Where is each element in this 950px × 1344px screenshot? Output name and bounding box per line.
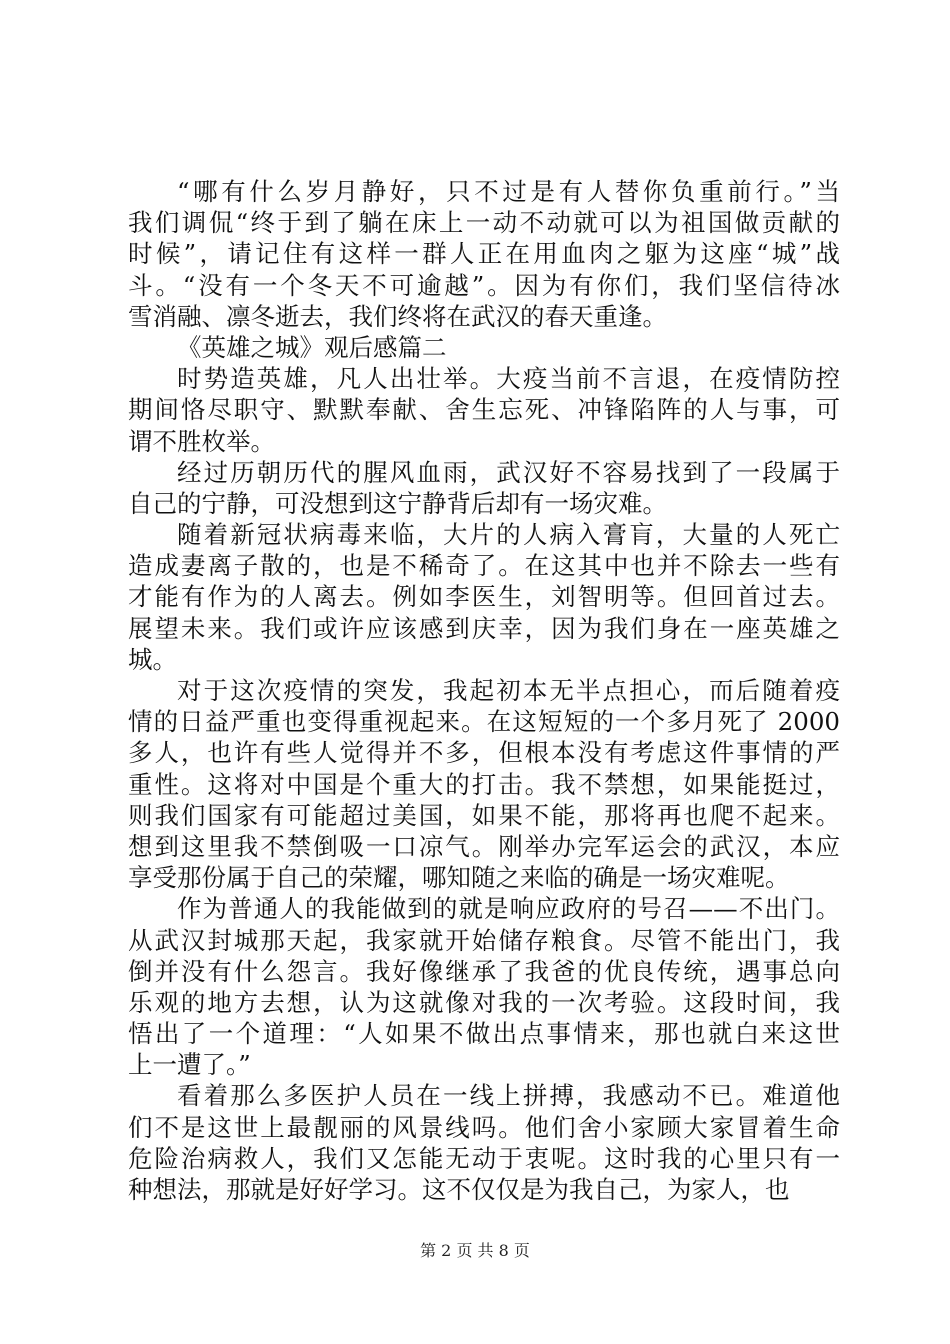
text-line: 随着新冠状病毒来临，大片的人病入膏肓，大量的人死亡 bbox=[177, 520, 840, 550]
text-line: 时势造英雄，凡人出壮举。大疫当前不言退，在疫情防控 bbox=[177, 364, 840, 394]
paragraph bbox=[128, 519, 840, 675]
text-line: 上一遭了。” bbox=[128, 1050, 251, 1080]
text-line: 展望未来。我们或许应该感到庆幸，因为我们身在一座英雄之 bbox=[128, 613, 840, 643]
paragraph bbox=[128, 893, 840, 1080]
paragraph bbox=[128, 176, 840, 332]
paragraph bbox=[128, 1080, 840, 1205]
text-line: 《英雄之城》观后感篇二 bbox=[177, 332, 447, 362]
text-line: 多人，也许有些人觉得并不多，但根本没有考虑这件事情的严 bbox=[128, 738, 840, 768]
text-line: 时候”，请记住有这样一群人正在用血肉之躯为这座“城”战 bbox=[128, 239, 840, 269]
text-line: 雪消融、凛冬逝去，我们终将在武汉的春天重逢。 bbox=[128, 301, 667, 331]
text-line: 享受那份属于自己的荣耀，哪知随之来临的确是一场灾难呢。 bbox=[128, 863, 790, 893]
text-line: 重性。这将对中国是个重大的打击。我不禁想，如果能挺过， bbox=[128, 769, 840, 799]
text-line: 乐观的地方去想，认为这就像对我的一次考验。这段时间，我 bbox=[128, 987, 840, 1017]
text-line: 从武汉封城那天起，我家就开始储存粮食。尽管不能出门，我 bbox=[128, 925, 840, 955]
text-line: 我们调侃“终于到了躺在床上一动不动就可以为祖国做贡献的 bbox=[128, 208, 840, 238]
paragraph bbox=[128, 457, 840, 519]
text-line: 情的日益严重也变得重视起来。在这短短的一个多月死了 2000 bbox=[128, 707, 840, 737]
page-footer: 第 2 页 共 8 页 bbox=[420, 1241, 530, 1260]
text-line: 看着那么多医护人员在一线上拼搏，我感动不已。难道他 bbox=[177, 1081, 840, 1111]
text-line: 造成妻离子散的，也是不稀奇了。在这其中也并不除去一些有 bbox=[128, 551, 840, 581]
text-line: 对于这次疫情的突发，我起初本无半点担心，而后随着疫 bbox=[177, 676, 840, 705]
text-line: 斗。“没有一个冬天不可逾越”。因为有你们，我们坚信待冰 bbox=[128, 270, 840, 300]
text-line: 谓不胜枚举。 bbox=[128, 426, 275, 456]
text-line: 才能有作为的人离去。例如李医生，刘智明等。但回首过去。 bbox=[128, 582, 840, 612]
text-line: 经过历朝历代的腥风血雨，武汉好不容易找到了一段属于 bbox=[177, 457, 840, 487]
text-line: 作为普通人的我能做到的就是响应政府的号召——不出门。 bbox=[177, 894, 840, 924]
text-line: “哪有什么岁月静好，只不过是有人替你负重前行。”当 bbox=[177, 177, 840, 206]
text-line: 倒并没有什么怨言。我好像继承了我爸的优良传统，遇事总向 bbox=[128, 956, 840, 986]
paragraph bbox=[128, 675, 840, 893]
text-line: 危险治病救人，我们又怎能无动于衷呢。这时我的心里只有一 bbox=[128, 1143, 840, 1173]
paragraph bbox=[128, 363, 840, 457]
text-line: 自己的宁静，可没想到这宁静背后却有一场灾难。 bbox=[128, 488, 667, 518]
document-body bbox=[128, 176, 840, 1205]
text-line: 城。 bbox=[128, 644, 177, 674]
text-line: 悟出了一个道理：“人如果不做出点事情来，那也就白来这世 bbox=[128, 1019, 840, 1049]
paragraph bbox=[128, 332, 840, 363]
text-line: 想到这里我不禁倒吸一口凉气。刚举办完军运会的武汉，本应 bbox=[128, 831, 840, 861]
text-line: 种想法，那就是好好学习。这不仅仅是为我自己，为家人，也 bbox=[128, 1175, 790, 1204]
text-line: 则我们国家有可能超过美国，如果不能，那将再也爬不起来。 bbox=[128, 800, 840, 830]
text-line: 期间恪尽职守、默默奉献、舍生忘死、冲锋陷阵的人与事，可 bbox=[128, 395, 840, 425]
text-line: 们不是这世上最靓丽的风景线吗。他们舍小家顾大家冒着生命 bbox=[128, 1112, 840, 1142]
